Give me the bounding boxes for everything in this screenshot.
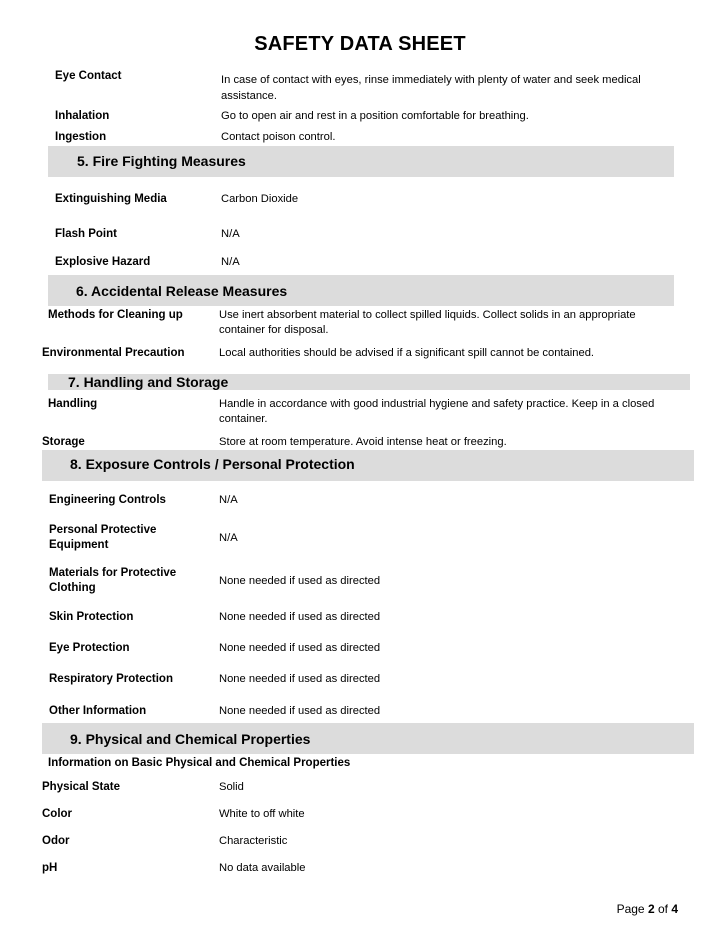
section-7-heading: 7. Handling and Storage	[68, 374, 229, 390]
row-label-physical-state: Physical State	[42, 781, 120, 793]
page-current: 2	[647, 902, 655, 916]
section-8-heading: 8. Exposure Controls / Personal Protection	[70, 456, 355, 472]
row-value-ph: No data available	[219, 862, 306, 874]
row-label-personal-protective-equipment: Personal Protective Equipment	[49, 524, 157, 551]
section-9-heading: 9. Physical and Chemical Properties	[70, 731, 311, 747]
first-aid-label-ingestion: Ingestion	[55, 131, 107, 143]
section-9-subheading: Information on Basic Physical and Chemical Properties	[48, 757, 351, 769]
row-label-respiratory-protection: Respiratory Protection	[49, 673, 173, 685]
row-label-odor: Odor	[42, 835, 70, 847]
first-aid-label-inhalation: Inhalation	[55, 110, 110, 122]
row-label-materials-protective-clothing: Materials for Protective Clothing	[49, 567, 177, 594]
row-value-other-information: None needed if used as directed	[219, 705, 381, 717]
row-label-color: Color	[42, 808, 73, 820]
section-5-header	[48, 146, 674, 177]
page-total: 4	[671, 902, 678, 916]
first-aid-value-inhalation: Go to open air and rest in a position comfortable for breathing.	[221, 110, 529, 122]
first-aid-value-ingestion: Contact poison control.	[221, 131, 336, 143]
row-value-respiratory-protection: None needed if used as directed	[219, 673, 381, 685]
row-label-flash-point: Flash Point	[55, 228, 117, 240]
row-value-explosive-hazard: N/A	[221, 256, 240, 268]
page-number	[617, 902, 678, 916]
section-9-header	[42, 723, 694, 754]
row-label-engineering-controls: Engineering Controls	[49, 494, 166, 506]
row-value-handling: Handle in accordance with good industrial hygiene and safety practice. Keep in a closed container.	[219, 398, 655, 425]
row-label-methods-cleaning: Methods for Cleaning up	[48, 309, 183, 321]
section-5-heading: 5. Fire Fighting Measures	[77, 153, 246, 169]
row-value-methods-cleaning: Use inert absorbent material to collect spilled liquids. Collect solids in an appropriate container for disposal.	[219, 309, 636, 336]
first-aid-label-eye-contact: Eye Contact	[55, 70, 122, 82]
row-value-color: White to off white	[219, 808, 305, 820]
row-label-ph: pH	[42, 862, 58, 874]
page-separator: of	[654, 902, 672, 916]
section-6-heading: 6. Accidental Release Measures	[76, 283, 288, 299]
row-label-skin-protection: Skin Protection	[49, 611, 134, 623]
row-value-engineering-controls: N/A	[219, 494, 238, 506]
row-value-eye-protection: None needed if used as directed	[219, 642, 381, 654]
row-value-physical-state: Solid	[219, 781, 244, 793]
section-8-header	[42, 450, 694, 481]
row-label-eye-protection: Eye Protection	[49, 642, 130, 654]
first-aid-value-eye-contact: In case of contact with eyes, rinse immediately with plenty of water and seek medical assistance.	[221, 74, 641, 102]
section-6-header	[48, 275, 674, 306]
row-value-materials-protective-clothing: None needed if used as directed	[219, 575, 381, 587]
row-label-environmental-precaution: Environmental Precaution	[42, 347, 185, 359]
row-value-personal-protective-equipment: N/A	[219, 532, 238, 544]
row-label-explosive-hazard: Explosive Hazard	[55, 256, 151, 268]
page-title: SAFETY DATA SHEET	[254, 33, 466, 55]
row-value-storage: Store at room temperature. Avoid intense heat or freezing.	[219, 436, 507, 448]
section-7-header	[48, 374, 690, 390]
row-value-skin-protection: None needed if used as directed	[219, 611, 381, 623]
row-value-environmental-precaution: Local authorities should be advised if a significant spill cannot be contained.	[219, 347, 595, 359]
row-label-other-information: Other Information	[49, 705, 147, 717]
row-value-flash-point: N/A	[221, 228, 240, 240]
row-label-handling: Handling	[48, 398, 98, 410]
page-prefix: Page	[616, 902, 648, 916]
row-value-extinguishing-media: Carbon Dioxide	[221, 193, 299, 205]
row-label-extinguishing-media: Extinguishing Media	[55, 193, 167, 205]
row-label-storage: Storage	[42, 436, 85, 448]
row-value-odor: Characteristic	[219, 835, 288, 847]
